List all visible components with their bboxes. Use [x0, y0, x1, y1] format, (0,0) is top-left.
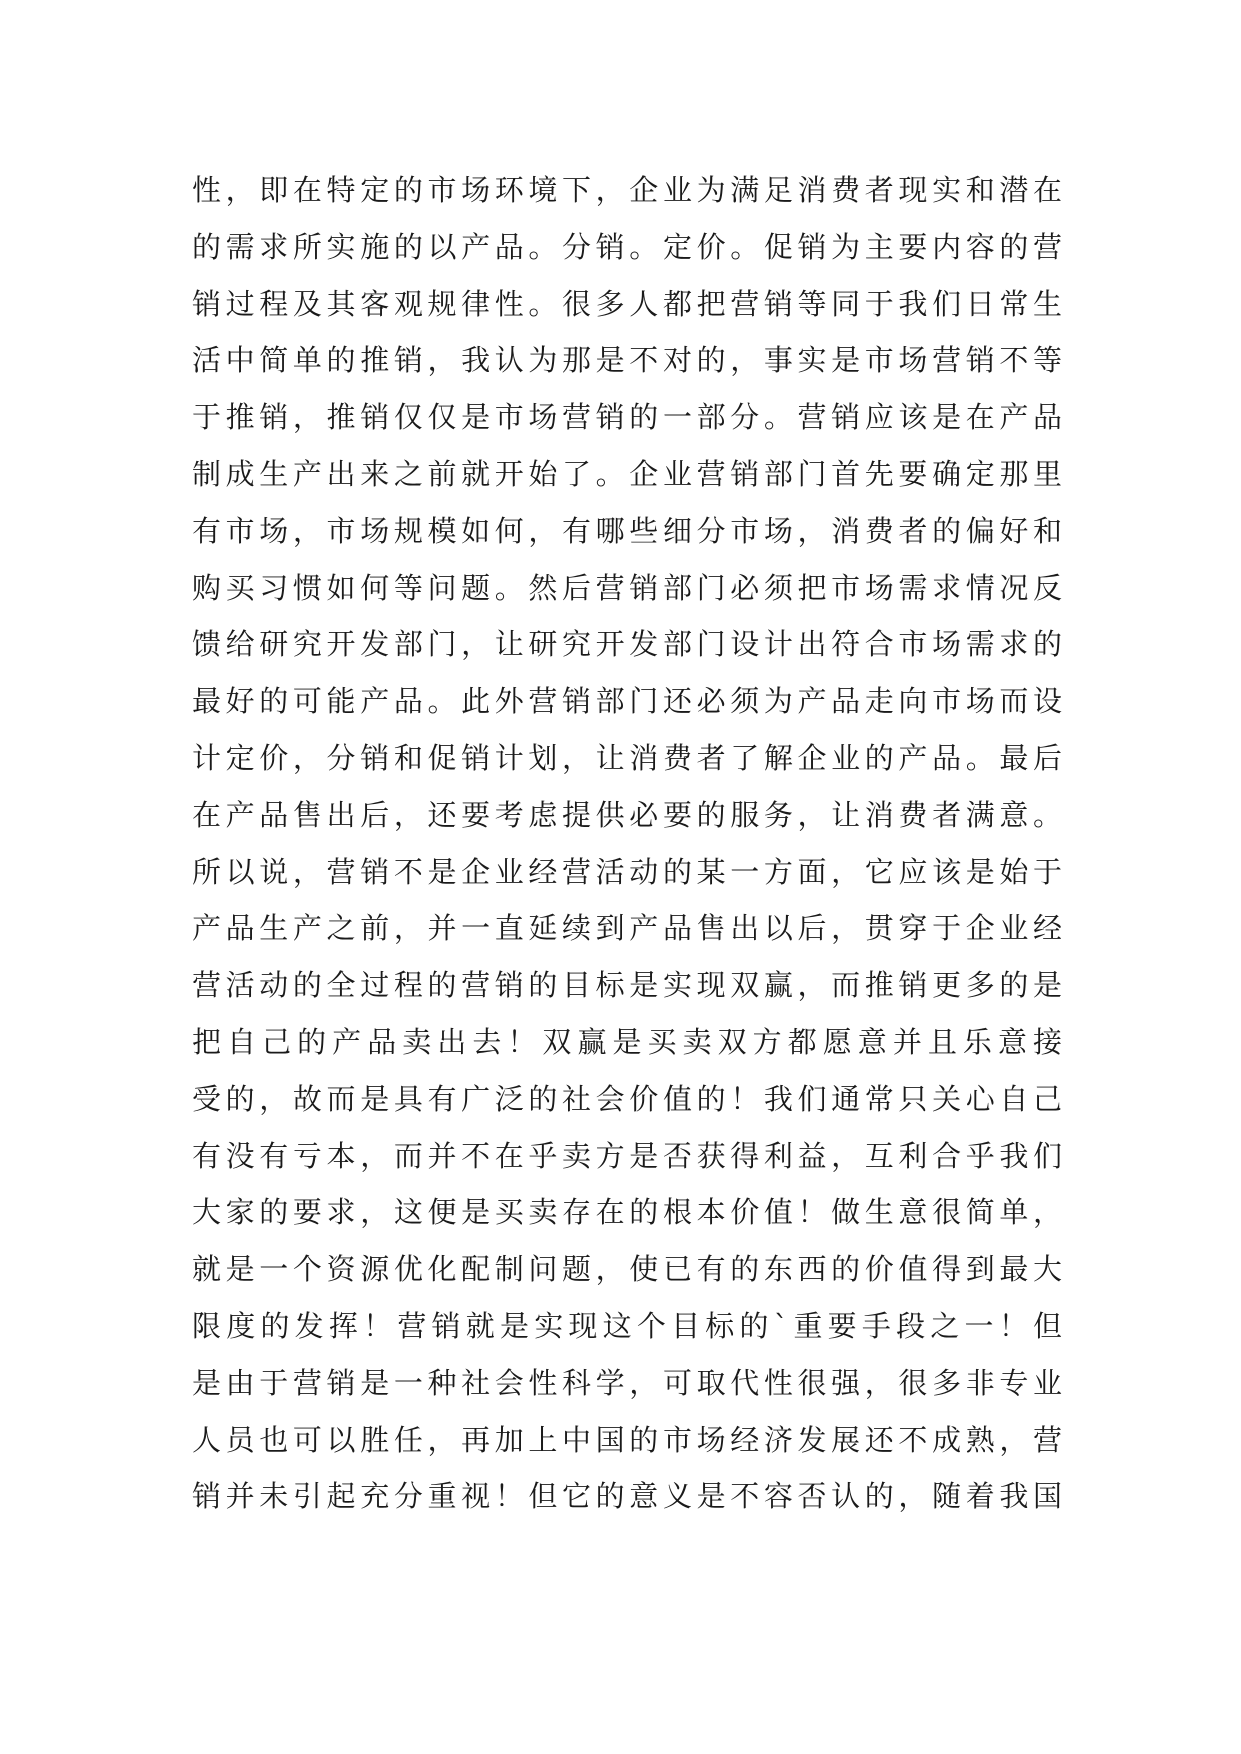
text-line: 销并未引起充分重视！但它的意义是不容否认的，随着我国 — [192, 1479, 1062, 1514]
text-line: 制成生产出来之前就开始了。企业营销部门首先要确定那里 — [192, 456, 1062, 491]
text-line: 营活动的全过程的营销的目标是实现双赢，而推销更多的是 — [192, 968, 1062, 1003]
text-line: 受的，故而是具有广泛的社会价值的！我们通常只关心自己 — [192, 1081, 1062, 1116]
text-line: 最好的可能产品。此外营销部门还必须为产品走向市场而设 — [192, 684, 1062, 719]
text-line: 的需求所实施的以产品。分销。定价。促销为主要内容的营 — [192, 229, 1062, 264]
text-line: 是由于营销是一种社会性科学，可取代性很强，很多非专业 — [192, 1365, 1062, 1400]
text-line: 馈给研究开发部门，让研究开发部门设计出符合市场需求的 — [192, 627, 1062, 662]
text-line: 购买习惯如何等问题。然后营销部门必须把市场需求情况反 — [192, 570, 1062, 605]
text-line: 在产品售出后，还要考虑提供必要的服务，让消费者满意。 — [192, 797, 1062, 832]
text-line: 产品生产之前，并一直延续到产品售出以后，贯穿于企业经 — [192, 911, 1062, 946]
text-line: 就是一个资源优化配制问题，使已有的东西的价值得到最大 — [192, 1252, 1062, 1287]
text-line: 大家的要求，这便是买卖存在的根本价值！做生意很简单， — [192, 1195, 1062, 1230]
text-line: 性，即在特定的市场环境下，企业为满足消费者现实和潜在 — [192, 173, 1062, 207]
text-line: 限度的发挥！营销就是实现这个目标的`重要手段之一！但 — [192, 1308, 1062, 1343]
text-line: 人员也可以胜任，再加上中国的市场经济发展还不成熟，营 — [192, 1422, 1062, 1457]
body-text — [192, 162, 1062, 1525]
text-line: 把自己的产品卖出去！双赢是买卖双方都愿意并且乐意接 — [192, 1024, 1062, 1059]
text-line: 有市场，市场规模如何，有哪些细分市场，消费者的偏好和 — [192, 513, 1062, 548]
text-line: 所以说，营销不是企业经营活动的某一方面，它应该是始于 — [192, 854, 1062, 889]
text-line: 有没有亏本，而并不在乎卖方是否获得利益，互利合乎我们 — [192, 1138, 1062, 1173]
text-line: 销过程及其客观规律性。很多人都把营销等同于我们日常生 — [192, 286, 1062, 321]
text-line: 计定价，分销和促销计划，让消费者了解企业的产品。最后 — [192, 740, 1062, 775]
text-line: 于推销，推销仅仅是市场营销的一部分。营销应该是在产品 — [192, 400, 1062, 435]
text-line: 活中简单的推销，我认为那是不对的，事实是市场营销不等 — [192, 343, 1062, 378]
